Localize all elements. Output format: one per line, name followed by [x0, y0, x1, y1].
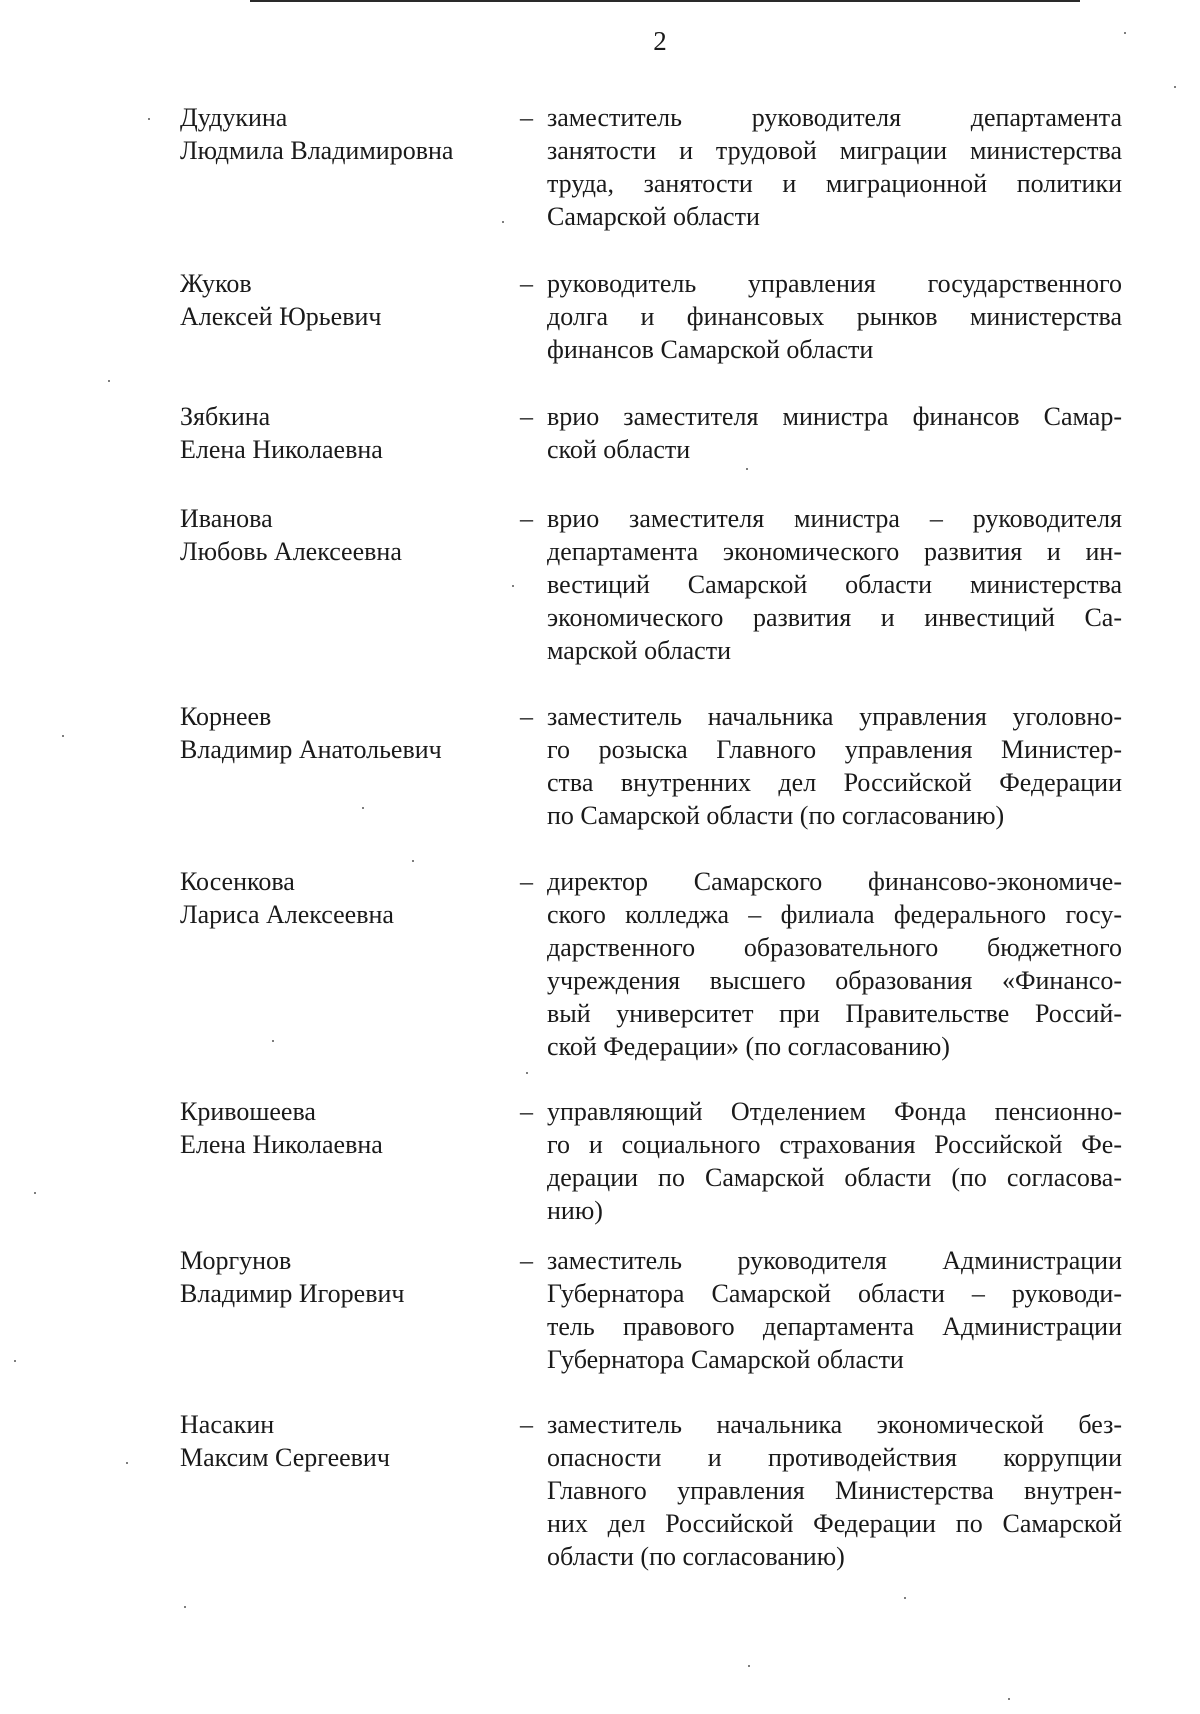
position-description: [547, 1408, 1122, 1573]
description-line: руководитель управления государственного: [547, 269, 1122, 298]
description-line: ства внутренних дел Российской Федерации: [547, 768, 1122, 797]
description-line: области (по согласованию): [547, 1542, 845, 1571]
dash: –: [520, 103, 533, 132]
dash: –: [520, 1410, 533, 1439]
description-line: долга и финансовых рынков министерства: [547, 302, 1122, 331]
description-line: опасности и противодействия коррупции: [547, 1443, 1122, 1472]
description-line: заместитель руководителя департамента: [547, 103, 1122, 132]
position-description: [547, 865, 1122, 1063]
dash: –: [520, 269, 533, 298]
dash: –: [520, 1097, 533, 1126]
description-line: заместитель начальника экономической без-: [547, 1410, 1122, 1439]
scan-speck: [502, 221, 504, 223]
dash: –: [520, 1246, 533, 1275]
scan-speck: [62, 735, 64, 737]
dash: –: [520, 402, 533, 431]
description-line: занятости и трудовой миграции министерства: [547, 136, 1122, 165]
description-line: дерации по Самарской области (по согласова-: [547, 1163, 1122, 1192]
scan-speck: [1124, 32, 1126, 34]
position-description: [547, 1244, 1122, 1376]
page-number: 2: [653, 26, 667, 56]
description-line: врио заместителя министра финансов Самар-: [547, 402, 1122, 431]
scan-speck: [272, 1040, 274, 1042]
scan-speck: [126, 1462, 128, 1464]
position-description: [547, 400, 1122, 466]
description-line: управляющий Отделением Фонда пенсионно-: [547, 1097, 1122, 1126]
person-name: [180, 1408, 510, 1474]
surname: Жуков: [180, 269, 252, 298]
position-description: [547, 267, 1122, 366]
given-names: Елена Николаевна: [180, 435, 383, 464]
scan-speck: [148, 118, 150, 120]
description-line: финансов Самарской области: [547, 335, 874, 364]
description-line: нию): [547, 1196, 603, 1225]
scan-speck: [184, 1606, 186, 1608]
description-line: Самарской области: [547, 202, 760, 231]
person-name: [180, 101, 510, 167]
given-names: Максим Сергеевич: [180, 1443, 390, 1472]
description-line: го розыска Главного управления Министер-: [547, 735, 1122, 764]
description-line: тель правового департамента Администрации: [547, 1312, 1122, 1341]
given-names: Елена Николаевна: [180, 1130, 383, 1159]
position-description: [547, 1095, 1122, 1227]
given-names: Людмила Владимировна: [180, 136, 454, 165]
description-line: Губернатора Самарской области: [547, 1345, 904, 1374]
person-name: [180, 700, 510, 766]
description-line: ской Федерации» (по согласованию): [547, 1032, 950, 1061]
description-line: вый университет при Правительстве Россий-: [547, 999, 1122, 1028]
surname: Зябкина: [180, 402, 271, 431]
description-line: вестиций Самарской области министерства: [547, 570, 1122, 599]
person-name: [180, 1095, 510, 1161]
scan-speck: [412, 860, 414, 862]
scan-speck: [526, 1072, 528, 1074]
scan-speck: [14, 1360, 16, 1362]
surname: Корнеев: [180, 702, 272, 731]
position-description: [547, 502, 1122, 667]
scan-speck: [904, 1597, 906, 1599]
dash: –: [520, 702, 533, 731]
person-name: [180, 502, 510, 568]
surname: Моргунов: [180, 1246, 292, 1275]
description-line: заместитель руководителя Администрации: [547, 1246, 1122, 1275]
description-line: учреждения высшего образования «Финансо-: [547, 966, 1122, 995]
scan-speck: [1008, 1698, 1010, 1700]
scan-speck: [362, 807, 364, 809]
surname: Кривошеева: [180, 1097, 316, 1126]
top-rule: [250, 0, 1080, 2]
scan-speck: [108, 380, 110, 382]
description-line: марской области: [547, 636, 731, 665]
given-names: Владимир Анатольевич: [180, 735, 442, 764]
position-description: [547, 101, 1122, 233]
surname: Иванова: [180, 504, 273, 533]
description-line: дарственного образовательного бюджетного: [547, 933, 1122, 962]
description-line: ского колледжа – филиала федерального госу-: [547, 900, 1122, 929]
surname: Насакин: [180, 1410, 275, 1439]
description-line: го и социального страхования Российской Фе-: [547, 1130, 1122, 1159]
description-line: труда, занятости и миграционной политики: [547, 169, 1122, 198]
scan-speck: [512, 585, 514, 587]
scan-speck: [746, 468, 748, 470]
scan-speck: [748, 1665, 750, 1667]
given-names: Любовь Алексеевна: [180, 537, 402, 566]
surname: Косенкова: [180, 867, 295, 896]
description-line: заместитель начальника управления уголовно-: [547, 702, 1122, 731]
description-line: них дел Российской Федерации по Самарской: [547, 1509, 1122, 1538]
given-names: Алексей Юрьевич: [180, 302, 382, 331]
scan-speck: [34, 1192, 36, 1194]
description-line: департамента экономического развития и ин-: [547, 537, 1122, 566]
given-names: Владимир Игоревич: [180, 1279, 405, 1308]
position-description: [547, 700, 1122, 832]
person-name: [180, 1244, 510, 1310]
description-line: врио заместителя министра – руководителя: [547, 504, 1122, 533]
surname: Дудукина: [180, 103, 288, 132]
person-name: [180, 865, 510, 931]
person-name: [180, 400, 510, 466]
dash: –: [520, 504, 533, 533]
dash: –: [520, 867, 533, 896]
description-line: директор Самарского финансово-экономиче-: [547, 867, 1122, 896]
description-line: экономического развития и инвестиций Са-: [547, 603, 1122, 632]
description-line: ской области: [547, 435, 691, 464]
given-names: Лариса Алексеевна: [180, 900, 394, 929]
description-line: Главного управления Министерства внутрен-: [547, 1476, 1122, 1505]
scan-speck: [1174, 86, 1176, 88]
description-line: по Самарской области (по согласованию): [547, 801, 1005, 830]
description-line: Губернатора Самарской области – руководи-: [547, 1279, 1122, 1308]
person-name: [180, 267, 510, 333]
